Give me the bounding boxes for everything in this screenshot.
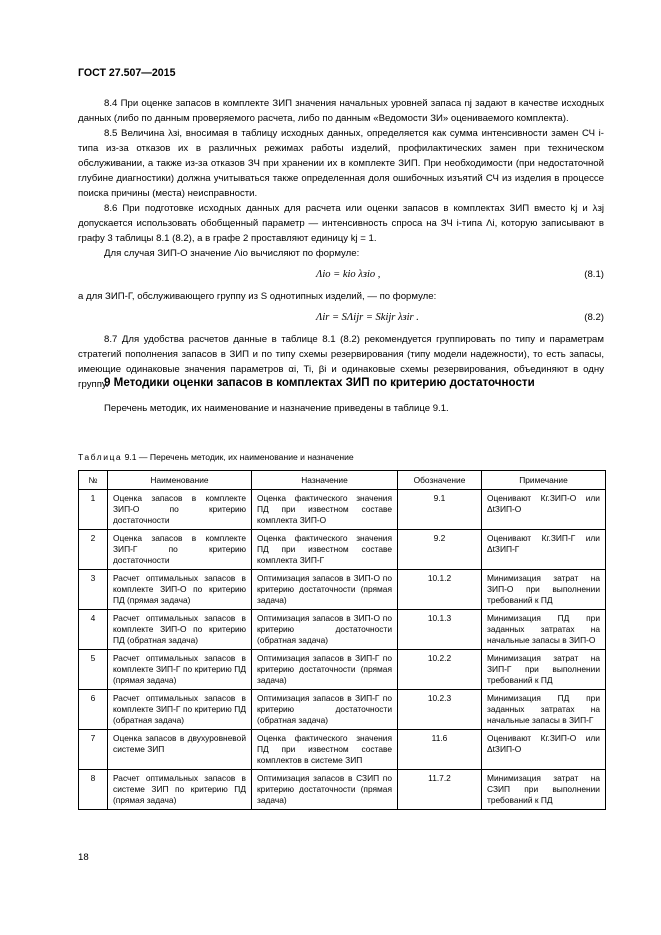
row-name: Оценка запасов в двухуровневой системе ЗИП xyxy=(108,730,252,770)
formula-8-1-row xyxy=(78,261,604,289)
formula-8-2-number: (8.2) xyxy=(584,312,604,323)
table-row xyxy=(79,570,606,610)
row-name: Расчет оптимальных запасов в комплекте ЗИП-О по критерию ПД (обратная задача) xyxy=(108,610,252,650)
table-row xyxy=(79,690,606,730)
page-number: 18 xyxy=(78,852,89,863)
header-code: Обозначение xyxy=(398,471,482,490)
header-purpose: Назначение xyxy=(252,471,398,490)
row-purpose: Оптимизация запасов в ЗИП-О по критерию достаточности (прямая задача) xyxy=(252,570,398,610)
paragraph-8-6-group: а для ЗИП-Г, обслуживающего группу из S однотипных изделий, — по формуле: xyxy=(78,291,437,302)
row-code: 10.1.2 xyxy=(398,570,482,610)
section-intro: Перечень методик, их наименование и назначение приведены в таблице 9.1. xyxy=(104,403,449,414)
row-number: 8 xyxy=(79,770,108,810)
row-purpose: Оценка фактического значения ПД при известном составе комплекта ЗИП-О xyxy=(252,490,398,530)
row-note: Минимизация ПД при заданных затратах на начальные запасы в ЗИП-О xyxy=(482,610,606,650)
row-number: 6 xyxy=(79,690,108,730)
row-purpose: Оценка фактического значения ПД при известном составе комплекта ЗИП-Г xyxy=(252,530,398,570)
row-purpose: Оптимизация запасов в ЗИП-О по критерию достаточности (обратная задача) xyxy=(252,610,398,650)
paragraph-8-6: 8.6 При подготовке исходных данных для расчета или оценки запасов в комплектах ЗИП вместо kj и λзj допускается использовать обобщенный параметр — интенсивность спроса на ЗЧ i-типа Λi, которую записывают в графу 3 таблицы 8.1 (8.2), а в графе 2 проставляют единицу kj = 1. xyxy=(78,203,604,244)
paragraph-8-7: 8.7 Для удобства расчетов данные в таблице 8.1 (8.2) рекомендуется группировать по типу и параметрам стратегий пополнения запасов в ЗИП и по типу схемы резервирования (типу модели надежности), то есть запасы, имеющие одинаковые значения параметров αi, Ti, βi и одинаковые схемы резервирования, объединяют в одну группу. xyxy=(78,334,604,390)
row-note: Минимизация ПД при заданных затратах на начальные запасы в ЗИП-Г xyxy=(482,690,606,730)
row-purpose: Оценка фактического значения ПД при известном составе комплектов в системе ЗИП xyxy=(252,730,398,770)
row-name: Расчет оптимальных запасов в системе ЗИП по критерию ПД (прямая задача) xyxy=(108,770,252,810)
row-number: 7 xyxy=(79,730,108,770)
row-note: Минимизация затрат на ЗИП-Г при выполнении требований к ПД xyxy=(482,650,606,690)
row-name: Расчет оптимальных запасов в комплекте ЗИП-О по критерию ПД (прямая задача) xyxy=(108,570,252,610)
table-caption-word: Таблица xyxy=(78,452,123,462)
row-name: Расчет оптимальных запасов в комплекте ЗИП-Г по критерию ПД (прямая задача) xyxy=(108,650,252,690)
row-note: Оценивают Кг.ЗИП-О или ΔtЗИП-О xyxy=(482,490,606,530)
paragraph-8-6-formula-intro: Для случая ЗИП-О значение Λio вычисляют по формуле: xyxy=(104,248,360,259)
row-number: 3 xyxy=(79,570,108,610)
row-number: 4 xyxy=(79,610,108,650)
table-row xyxy=(79,530,606,570)
body-text xyxy=(78,96,604,392)
row-name: Оценка запасов в комплекте ЗИП-Г по критерию достаточности xyxy=(108,530,252,570)
row-purpose: Оптимизация запасов в ЗИП-Г по критерию достаточности (обратная задача) xyxy=(252,690,398,730)
row-name: Оценка запасов в комплекте ЗИП-О по критерию достаточности xyxy=(108,490,252,530)
table-row xyxy=(79,610,606,650)
table-caption-text: 9.1 — Перечень методик, их наименование и назначение xyxy=(122,452,354,462)
table-header-row xyxy=(79,471,606,490)
row-code: 11.6 xyxy=(398,730,482,770)
formula-8-2-row xyxy=(78,304,604,332)
row-code: 10.1.3 xyxy=(398,610,482,650)
row-note: Оценивают Кг.ЗИП-Г или ΔtЗИП-Г xyxy=(482,530,606,570)
row-purpose: Оптимизация запасов в ЗИП-Г по критерию достаточности (прямая задача) xyxy=(252,650,398,690)
row-note: Минимизация затрат на ЗИП-О при выполнении требований к ПД xyxy=(482,570,606,610)
methods-table xyxy=(78,470,606,810)
table-row xyxy=(79,770,606,810)
row-number: 1 xyxy=(79,490,108,530)
formula-8-1-number: (8.1) xyxy=(584,269,604,280)
row-note: Минимизация затрат на СЗИП при выполнении требований к ПД xyxy=(482,770,606,810)
table-row xyxy=(79,490,606,530)
row-code: 10.2.3 xyxy=(398,690,482,730)
row-code: 11.7.2 xyxy=(398,770,482,810)
table-caption xyxy=(78,450,354,465)
row-number: 5 xyxy=(79,650,108,690)
header-name: Наименование xyxy=(108,471,252,490)
paragraph-8-5: 8.5 Величина λзi, вносимая в таблицу исходных данных, определяется как сумма интенсивности замен СЧ i-типа из-за отказов их в различных режимах работы изделий, профилактических замен при техническом обслуживании, а также из-за отказов ЗЧ при хранении их в комплекте ЗИП. При необходимости (при недостаточной глубине диагностики) должна учитываться также определенная доля ошибочных изъятий СЧ из изделия в процессе поиска причины (места) неисправности. xyxy=(78,128,604,199)
row-note: Оценивают Кг.ЗИП-О или ΔtЗИП-О xyxy=(482,730,606,770)
paragraph-8-4: 8.4 При оценке запасов в комплекте ЗИП значения начальных уровней запаса nj задают в качестве исходных данных (либо по данным проверяемого расчета, либо по данным «Ведомости ЗИ» оцениваемого комплекта). xyxy=(78,98,604,124)
header-note: Примечание xyxy=(482,471,606,490)
row-code: 9.1 xyxy=(398,490,482,530)
row-name: Расчет оптимальных запасов в комплекте ЗИП-Г по критерию ПД (обратная задача) xyxy=(108,690,252,730)
row-code: 10.2.2 xyxy=(398,650,482,690)
section-title: 9 Методики оценки запасов в комплектах ЗИП по критерию достаточности xyxy=(104,376,535,389)
row-purpose: Оптимизация запасов в СЗИП по критерию достаточности (прямая задача) xyxy=(252,770,398,810)
table-row xyxy=(79,650,606,690)
table-row xyxy=(79,730,606,770)
formula-8-2: Λir = SΛijr = Skijr λзir . xyxy=(316,312,419,323)
header-number: № xyxy=(79,471,108,490)
row-code: 9.2 xyxy=(398,530,482,570)
row-number: 2 xyxy=(79,530,108,570)
formula-8-1: Λio = kio λзio , xyxy=(316,269,381,280)
standard-header: ГОСТ 27.507—2015 xyxy=(78,67,176,79)
